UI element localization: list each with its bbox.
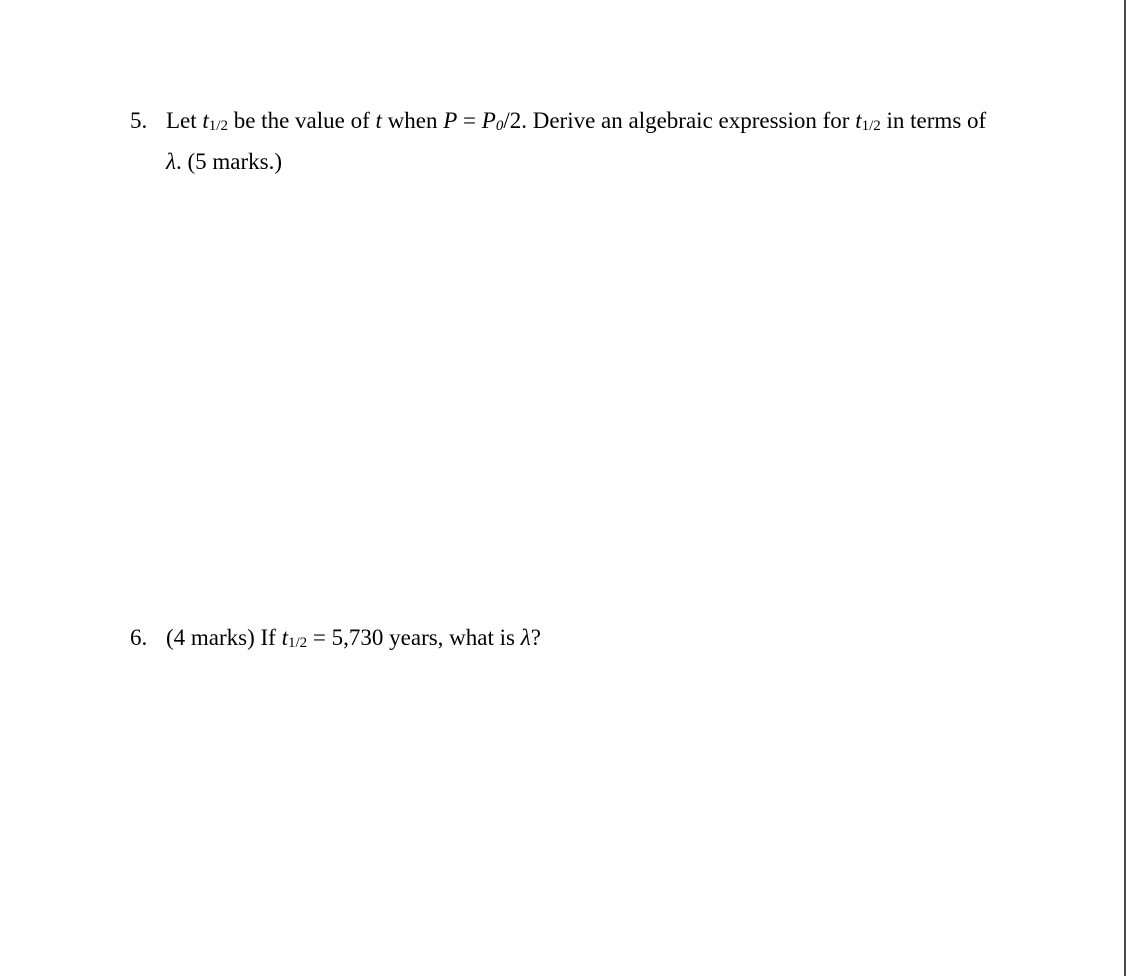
math-var-t: t (855, 108, 862, 133)
math-var-t: t (375, 108, 382, 133)
math-var-t: t (281, 625, 288, 650)
subscript: 1/2 (861, 118, 881, 134)
text: when (387, 108, 438, 133)
text: be the value of (233, 108, 370, 133)
text: Let (166, 108, 197, 133)
question-6 (130, 620, 541, 661)
question-number: 5. (130, 108, 148, 133)
math-var-lambda: λ (166, 149, 176, 174)
math-var-t: t (202, 108, 209, 133)
text: (4 marks) If (166, 625, 276, 650)
question-6-line-1 (130, 620, 541, 661)
question-5-line-2 (130, 144, 986, 180)
question-5-line-1 (130, 103, 986, 144)
text: in terms of (886, 108, 987, 133)
math-var-p0: P (481, 108, 496, 133)
question-number: 6. (130, 625, 148, 650)
subscript: 0 (495, 118, 504, 134)
equals-sign: = (463, 108, 477, 133)
subscript: 1/2 (288, 635, 308, 651)
page-border (1124, 0, 1126, 976)
math-var-lambda: λ (520, 625, 531, 650)
subscript: 1/2 (208, 118, 228, 134)
question-mark: ? (530, 625, 541, 650)
equals-sign: = (312, 625, 326, 650)
text: . (5 marks.) (175, 149, 282, 174)
text: /2. Derive an algebraic expression for (503, 108, 850, 133)
question-5 (130, 103, 986, 180)
text: 5,730 years, what is (331, 625, 515, 650)
math-var-p: P (443, 108, 458, 133)
